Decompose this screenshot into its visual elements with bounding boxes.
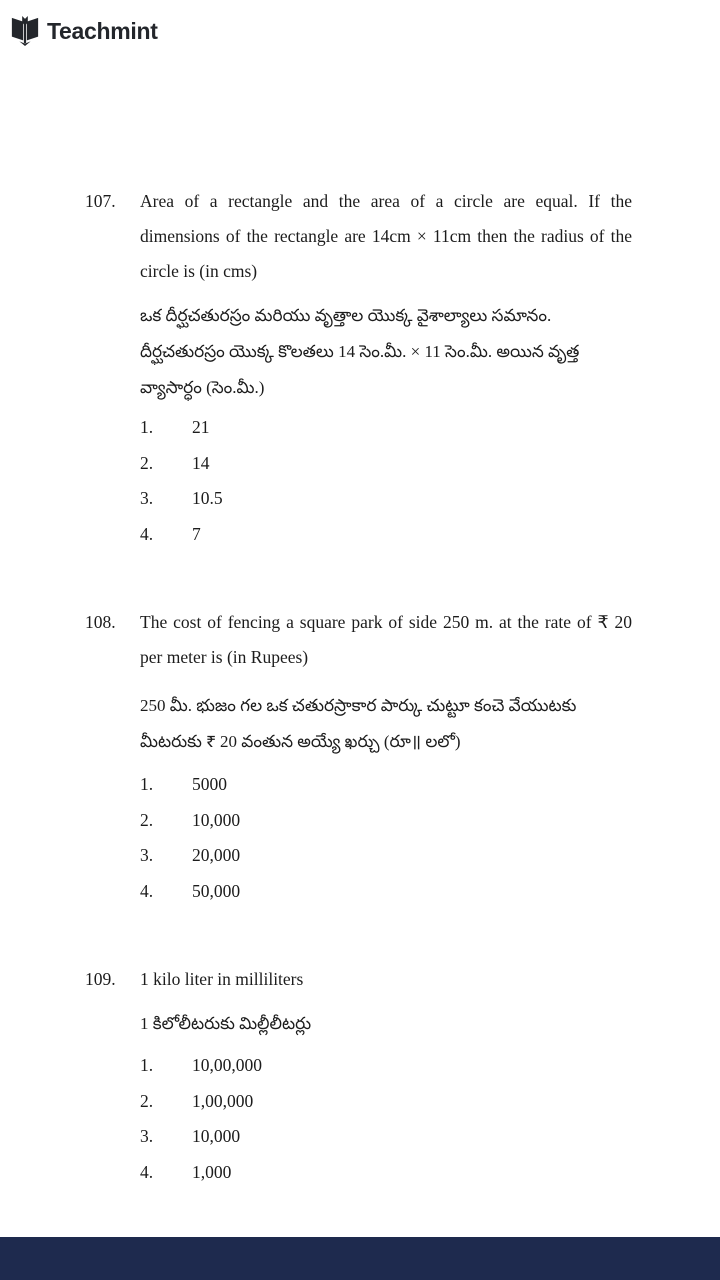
option-value: 5000 <box>192 774 227 794</box>
option-item <box>140 1126 632 1162</box>
option-label: 2. <box>140 809 154 830</box>
question-text-telugu: ఒక దీర్ఘచతురస్రం మరియు వృత్తాల యొక్క వైశాల్యాలు సమానం. దీర్ఘచతురస్రం యొక్క కొలతలు 14 సెం.మీ. × 11 సెం.మీ. అయిన వృత్త వ్యాసార్ధం (సెం.మీ.) <box>140 306 580 397</box>
option-value: 21 <box>192 417 210 437</box>
question-number: 108. <box>85 612 116 632</box>
question-body <box>140 605 632 916</box>
option-value: 50,000 <box>192 880 241 901</box>
question-number: 107. <box>85 191 116 211</box>
option-label: 2. <box>140 1090 154 1111</box>
question-block-108 <box>85 605 720 916</box>
option-item <box>140 453 632 489</box>
option-value: 1,00,000 <box>192 1090 254 1111</box>
option-item <box>140 810 632 846</box>
option-label: 3. <box>140 845 154 865</box>
option-label: 1. <box>140 417 154 437</box>
brand-name: Teachmint <box>47 17 158 44</box>
question-body <box>140 962 632 1197</box>
option-value: 14 <box>192 452 210 473</box>
option-label: 4. <box>140 880 154 901</box>
option-item <box>140 488 632 524</box>
option-item <box>140 774 632 810</box>
question-text-telugu: 250 మీ. భుజం గల ఒక చతురస్రాకార పార్కు చుట్టూ కంచె వేయుటకు మీటరుకు ₹ 20 వంతున అయ్యే ఖర్చు (రూ॥ లలో) <box>140 696 577 751</box>
question-text-telugu: 1 కిలోలీటరుకు మిల్లీలీటర్లు <box>140 1014 312 1033</box>
option-item <box>140 1055 632 1091</box>
options-list <box>140 774 632 916</box>
question-number: 109. <box>85 969 116 989</box>
option-item <box>140 524 632 560</box>
option-label: 1. <box>140 1055 154 1075</box>
option-item <box>140 845 632 881</box>
question-text-english: The cost of fencing a square park of side 250 m. at the rate of ₹ 20 per meter is (in Rupees) <box>140 612 632 667</box>
question-body <box>140 184 632 559</box>
option-value: 10,000 <box>192 809 241 830</box>
option-label: 3. <box>140 1126 154 1146</box>
question-text-english: 1 kilo liter in milliliters <box>140 969 304 989</box>
option-label: 4. <box>140 523 154 544</box>
option-value: 10,00,000 <box>192 1055 262 1075</box>
option-value: 10,000 <box>192 1126 241 1146</box>
options-list <box>140 1055 632 1197</box>
question-block-109 <box>85 962 720 1197</box>
option-value: 7 <box>192 523 201 544</box>
option-label: 3. <box>140 488 154 508</box>
option-item <box>140 417 632 453</box>
teachmint-logo[interactable] <box>10 15 158 47</box>
question-text-english: Area of a rectangle and the area of a circle are equal. If the dimensions of the rectangle are 14cm × 11cm then the radius of the circle is (in cms) <box>140 191 632 281</box>
app-header <box>0 0 720 56</box>
question-block-107 <box>85 184 720 559</box>
option-value: 10.5 <box>192 488 223 508</box>
teachmint-logo-icon <box>10 15 40 47</box>
document-page[interactable] <box>0 56 720 1197</box>
option-value: 20,000 <box>192 845 241 865</box>
option-item <box>140 881 632 917</box>
option-value: 1,000 <box>192 1161 232 1182</box>
option-item <box>140 1091 632 1127</box>
option-label: 4. <box>140 1161 154 1182</box>
options-list <box>140 417 632 559</box>
option-label: 1. <box>140 774 154 794</box>
bottom-bar <box>0 1237 720 1280</box>
option-item <box>140 1162 632 1198</box>
option-label: 2. <box>140 452 154 473</box>
